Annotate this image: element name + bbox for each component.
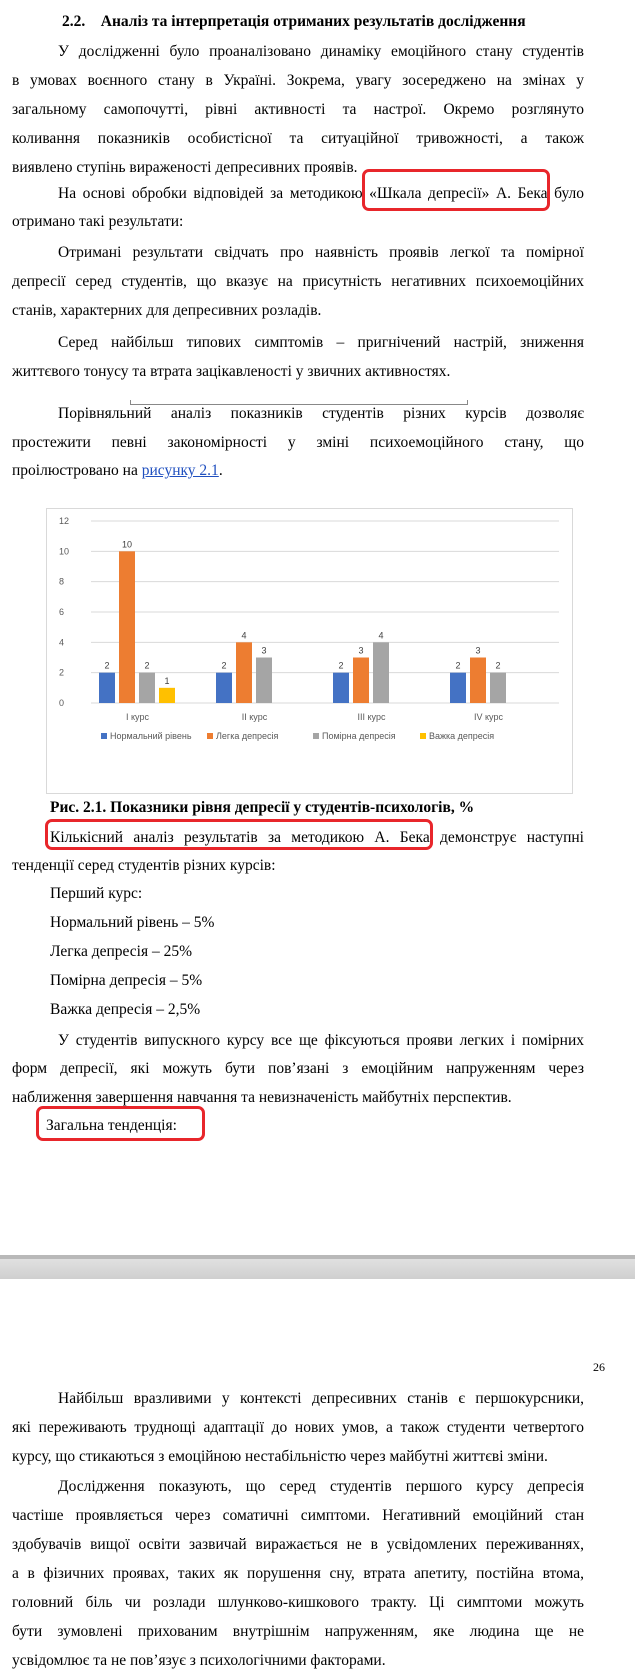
bar xyxy=(470,658,486,704)
bar xyxy=(236,642,252,703)
paragraph-line: які переживають труднощі адаптації до нових умов, а також студенти четвертого xyxy=(12,1419,584,1436)
legend-swatch xyxy=(420,733,426,739)
section-heading: 2.2. Аналіз та інтерпретація отриманих результатів дослідження xyxy=(62,13,526,30)
page-separator xyxy=(0,1255,635,1279)
data-label: 3 xyxy=(475,645,481,656)
paragraph-line: здобувачів вищої освіти зазвичай виражається не в усвідомлених переживаннях, xyxy=(12,1536,584,1553)
legend-swatch xyxy=(101,733,107,739)
paragraph-line: частіше проявляється через соматичні симптоми. Негативний емоційний стан xyxy=(12,1507,584,1524)
bar xyxy=(490,673,506,703)
list-item: Легка депресія – 25% xyxy=(50,943,192,960)
legend-label: Помірна депресія xyxy=(322,731,396,741)
y-tick-label: 8 xyxy=(59,576,65,587)
paragraph-line: Дослідження показують, що серед студентів першого курсу депресія xyxy=(58,1478,584,1495)
paragraph-line: загальному самопочутті, рівні активності та настрої. Окремо розглянуто xyxy=(12,101,584,118)
bar xyxy=(333,673,349,703)
bar xyxy=(256,658,272,704)
bar xyxy=(450,673,466,703)
paragraph-line: усвідомлює та не пов’язує з психологічними факторами. xyxy=(12,1652,386,1669)
paragraph-line: в умовах воєнного стану в Україні. Зокрема, увагу зосереджено на змінах у xyxy=(12,72,584,89)
y-tick-label: 12 xyxy=(59,516,70,526)
paragraph-line: форм депресії, які можуть бути пов’язані з емоційним напруженням через xyxy=(12,1060,584,1077)
depression-chart xyxy=(46,508,573,794)
list-item: Помірна депресія – 5% xyxy=(50,972,203,989)
highlight-beck-analysis xyxy=(45,819,433,850)
paragraph-line: Кількісний аналіз результатів за методикою А. Бека демонструє наступні xyxy=(50,829,584,846)
paragraph-line: Порівняльний аналіз показників студентів різних курсів дозволяє xyxy=(58,405,584,422)
paragraph-line: а в фізичних проявах, таких як порушення сну, втрата апетиту, постійна втома, xyxy=(12,1565,584,1582)
list-item: Нормальний рівень – 5% xyxy=(50,914,215,931)
legend-swatch xyxy=(313,733,319,739)
bar xyxy=(119,551,135,703)
legend-label: Нормальний рівень xyxy=(110,731,192,741)
data-label: 2 xyxy=(455,660,461,671)
x-tick-label: I курс xyxy=(126,712,149,722)
y-tick-label: 10 xyxy=(59,546,70,557)
y-tick-label: 4 xyxy=(59,637,65,648)
list-title: Перший курс: xyxy=(50,885,143,902)
paragraph-line: простежити певні закономірності у зміні психоемоційного стану, що xyxy=(12,434,584,451)
y-tick-label: 2 xyxy=(59,667,65,678)
data-label: 2 xyxy=(104,660,110,671)
y-tick-label: 6 xyxy=(59,607,65,617)
paragraph-line: бути зумовлені прихованим внутрішнім напруженням, яке людина ще не xyxy=(12,1623,584,1640)
data-label: 1 xyxy=(164,675,170,686)
paragraph-line: Серед найбільш типових симптомів – пригнічений настрій, зниження xyxy=(58,334,584,351)
page-number: 26 xyxy=(593,1360,605,1374)
x-tick-label: III курс xyxy=(357,712,386,722)
paragraph-line: життєвого тонусу та втрата зацікавленості у звичних активностях. xyxy=(12,363,451,380)
paragraph-line: У студентів випускного курсу все ще фіксуються прояви легких і помірних xyxy=(58,1032,584,1049)
paragraph-line: виявлено ступінь вираженості депресивних проявів. xyxy=(12,159,358,176)
paragraph-line: депресії серед студентів, що вказує на присутність негативних психоемоційних xyxy=(12,273,584,290)
paragraph-line: станів, характерних для депресивних розладів. xyxy=(12,302,322,319)
data-label: 4 xyxy=(378,630,384,641)
general-trend-label: Загальна тенденція: xyxy=(46,1117,177,1134)
x-tick-label: II курс xyxy=(241,712,268,722)
data-label: 10 xyxy=(121,539,133,550)
data-label: 2 xyxy=(144,660,150,671)
paragraph-line xyxy=(12,461,223,481)
data-label: 4 xyxy=(241,630,247,641)
document-page-2 xyxy=(0,1279,635,1669)
figure-link[interactable]: рисунку 2.1 xyxy=(141,462,219,479)
data-label: 3 xyxy=(261,645,267,656)
highlight-beck-scale xyxy=(362,169,550,211)
figure-caption: Рис. 2.1. Показники рівня депресії у студентів-психологів, % xyxy=(50,799,475,816)
legend-label: Легка депресія xyxy=(216,731,279,741)
legend-swatch xyxy=(207,733,213,739)
data-label: 2 xyxy=(221,660,227,671)
bar xyxy=(139,673,155,703)
highlight-general-trend xyxy=(36,1106,205,1141)
paragraph-line: Отримані результати свідчать про наявність проявів легкої та помірної xyxy=(58,244,584,261)
legend-label: Важка депресія xyxy=(429,731,495,741)
bar xyxy=(373,642,389,703)
paragraph-line: У дослідженні було проаналізовано динаміку емоційного стану студентів xyxy=(58,43,584,60)
paragraph-line: наближення завершення навчання та невизначеність майбутніх перспектив. xyxy=(12,1089,512,1106)
paragraph-line: Найбільш вразливими у контексті депресивних станів є першокурсники, xyxy=(58,1390,584,1407)
bar xyxy=(159,688,175,703)
data-label: 3 xyxy=(358,645,364,656)
text-span: проілюстровано на xyxy=(12,462,142,479)
paragraph-line: головний біль чи розлади шлунково-кишкового тракту. Ці симптоми можуть xyxy=(12,1594,584,1611)
paragraph-line: тенденції серед студентів різних курсів: xyxy=(12,857,276,874)
bar xyxy=(353,658,369,704)
chart-svg xyxy=(47,509,572,793)
text-span: . xyxy=(218,462,223,479)
data-label: 2 xyxy=(495,660,501,671)
bar xyxy=(216,673,232,703)
paragraph-line: курсу, що стикаються з емоційною нестабільністю через майбутні життєві зміни. xyxy=(12,1448,548,1465)
paragraph-line: коливання показників особистісної та ситуаційної тривожності, а також xyxy=(12,130,584,147)
bar xyxy=(99,673,115,703)
paragraph-line: На основі обробки відповідей за методикою «Шкала депресії» А. Бека було xyxy=(58,185,584,202)
x-tick-label: IV курс xyxy=(474,712,503,722)
paragraph-line: отримано такі результати: xyxy=(12,213,184,230)
y-tick-label: 0 xyxy=(59,698,65,708)
data-label: 2 xyxy=(338,660,344,671)
list-item: Важка депресія – 2,5% xyxy=(50,1001,201,1018)
